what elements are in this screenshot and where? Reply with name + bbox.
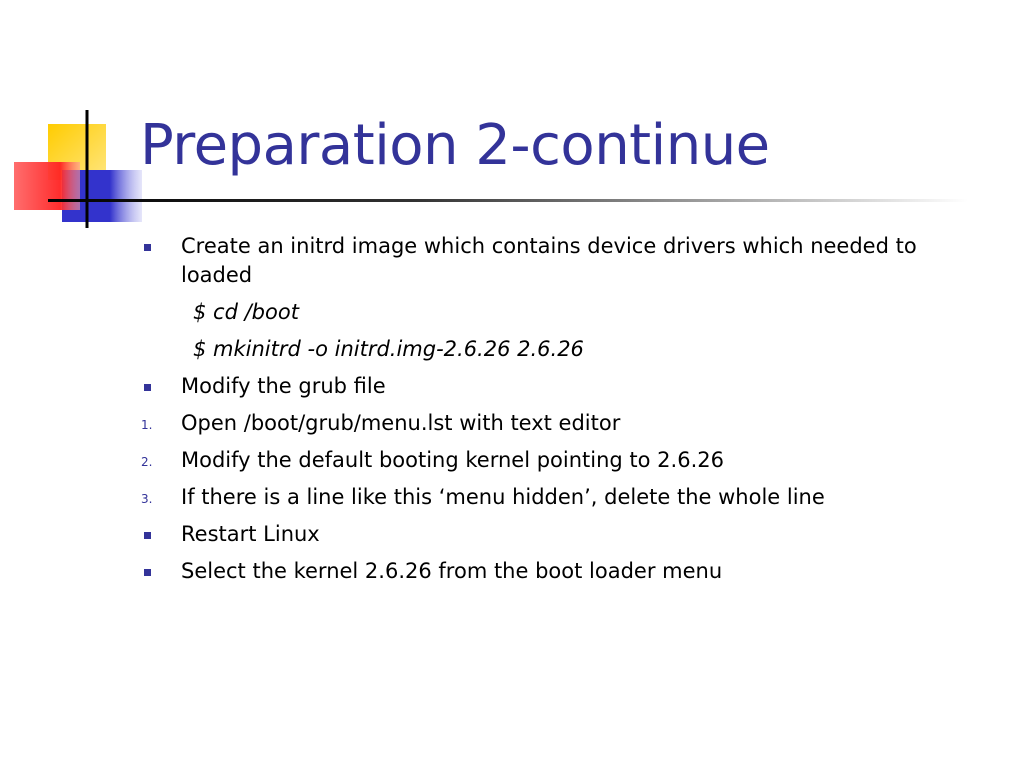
bullet-marker	[140, 520, 181, 549]
square-bullet-icon	[144, 244, 151, 251]
item-text: Restart Linux	[181, 522, 320, 546]
slide-body	[140, 232, 990, 586]
list-item	[140, 232, 990, 364]
item-text: Open /boot/grub/menu.lst with text editor	[181, 411, 621, 435]
item-text: If there is a line like this ‘menu hidden’, delete the whole line	[181, 485, 825, 509]
item-number: 1.	[141, 418, 153, 432]
item-number: 3.	[141, 492, 153, 506]
list-item	[140, 520, 990, 549]
bullet-marker	[140, 232, 181, 261]
item-text: Modify the grub file	[181, 374, 386, 398]
number-marker	[140, 446, 181, 475]
corner-decoration	[0, 0, 150, 240]
list-item	[140, 483, 990, 512]
command-line: $ mkinitrd -o initrd.img-2.6.26 2.6.26	[193, 337, 584, 361]
number-marker	[140, 409, 181, 438]
command-line: $ cd /boot	[193, 300, 299, 324]
list-item	[140, 409, 990, 438]
square-bullet-icon	[144, 384, 151, 391]
list-item	[140, 446, 990, 475]
list-item	[140, 372, 990, 401]
slide-title: Preparation 2-continue	[140, 113, 770, 178]
title-divider	[48, 199, 968, 202]
item-text: Create an initrd image which contains device drivers which needed to loaded	[181, 234, 917, 287]
bullet-marker	[140, 372, 181, 401]
item-text: Select the kernel 2.6.26 from the boot loader menu	[181, 559, 723, 583]
decor-red-square	[14, 162, 80, 210]
item-number: 2.	[141, 455, 153, 469]
square-bullet-icon	[144, 569, 151, 576]
list-item	[140, 557, 990, 586]
square-bullet-icon	[144, 532, 151, 539]
number-marker	[140, 483, 181, 512]
bullet-marker	[140, 557, 181, 586]
item-text: Modify the default booting kernel pointing to 2.6.26	[181, 448, 724, 472]
